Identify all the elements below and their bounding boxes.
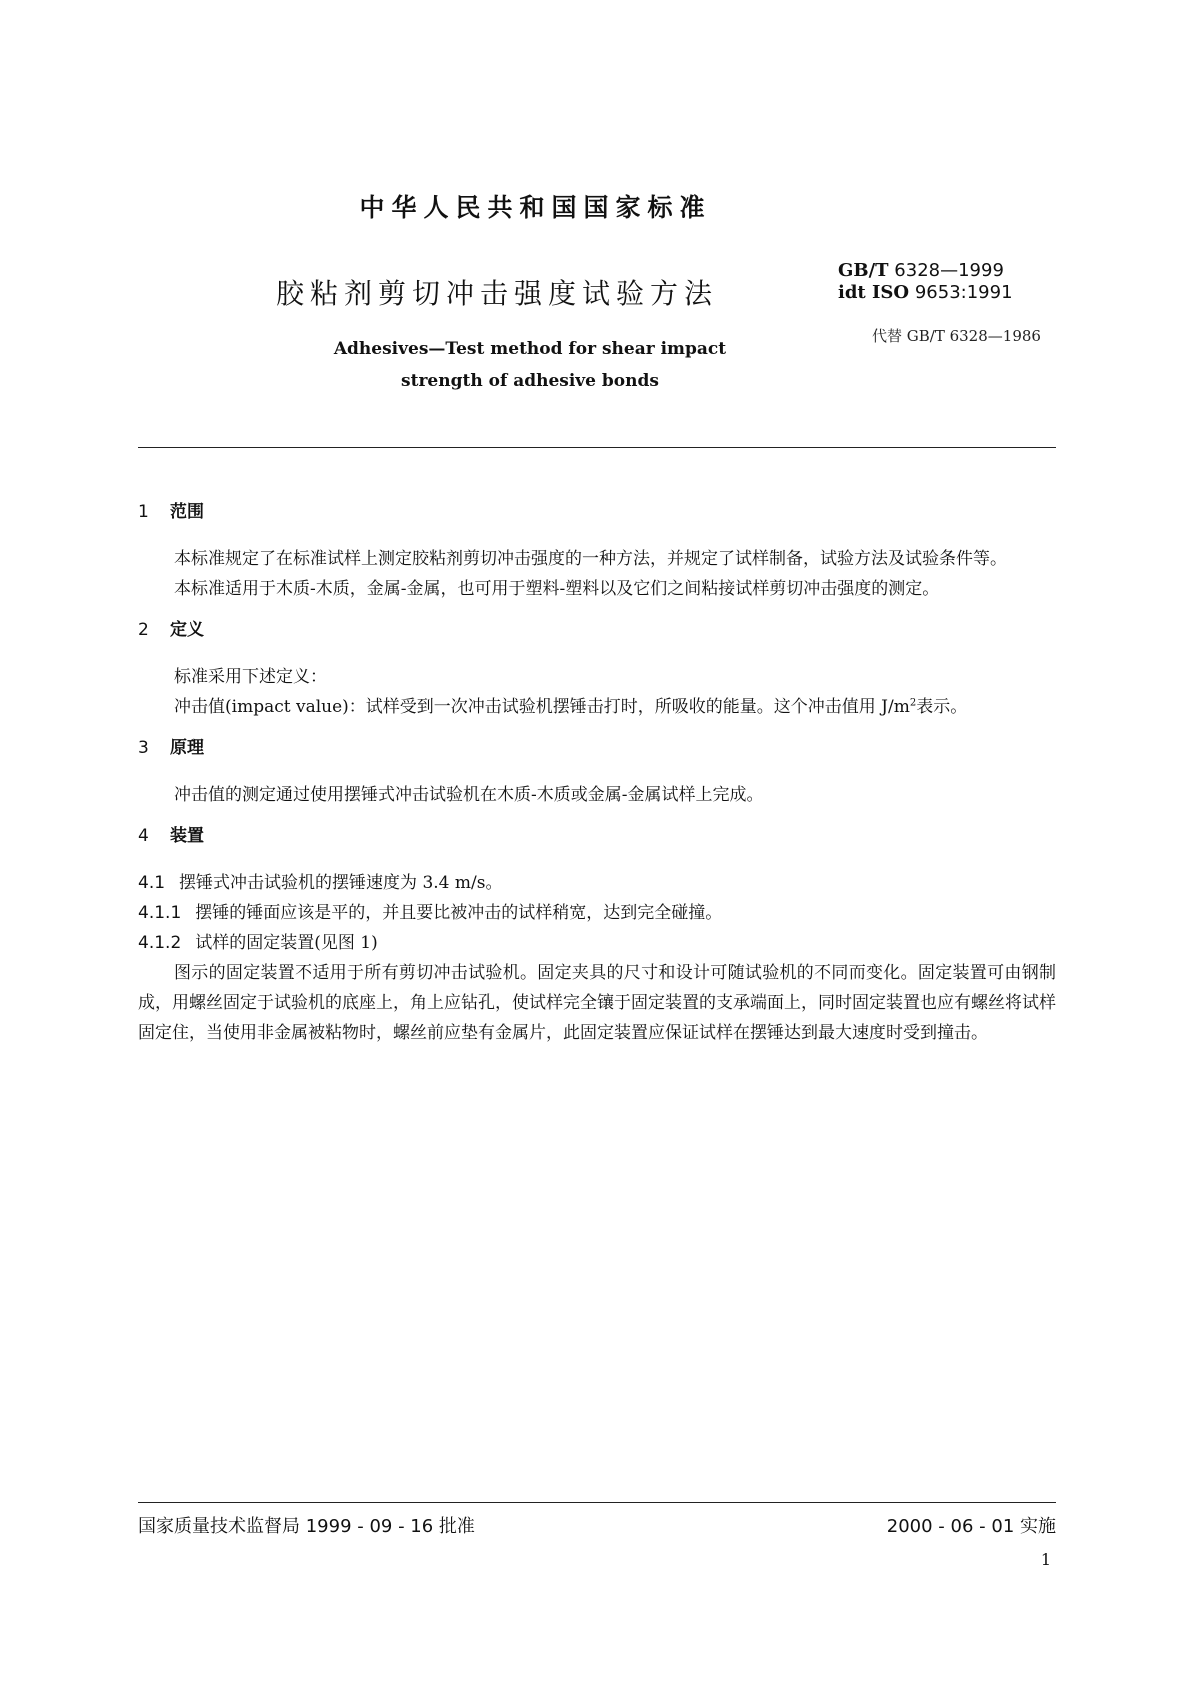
scope-paragraph-1: 本标准规定了在标准试样上测定胶粘剂剪切冲击强度的一种方法，并规定了试样制备，试验方法及试验条件等。 <box>174 549 1007 569</box>
section-number: 3 <box>138 738 149 758</box>
definition-paragraph-2 <box>138 692 1056 722</box>
section-heading-apparatus <box>138 824 1056 848</box>
section-heading-scope <box>138 500 1056 524</box>
superscript-2: 2 <box>909 697 917 709</box>
standard-code <box>838 260 1013 282</box>
national-standard-heading <box>0 188 1191 224</box>
clause-4-1 <box>138 868 1056 898</box>
title-en-line-2: strength of adhesive bonds <box>401 371 659 391</box>
section-number: 2 <box>138 620 149 640</box>
idt-code <box>838 282 1013 304</box>
document-body <box>138 500 1056 1048</box>
clause-number: 4.1.1 <box>138 903 182 923</box>
clause-number: 4.1.2 <box>138 933 182 953</box>
definition-paragraph-1: 标准采用下述定义： <box>174 667 327 687</box>
principle-paragraph: 冲击值的测定通过使用摆锤式冲击试验机在木质-木质或金属-金属试样上完成。 <box>174 785 764 805</box>
section-heading-definition <box>138 618 1056 642</box>
national-standard-text: 中华人民共和国国家标准 <box>359 193 712 222</box>
section-number: 1 <box>138 502 149 522</box>
page-number: 1 <box>1040 1550 1051 1569</box>
section-title: 定义 <box>170 620 204 640</box>
standard-code-block <box>838 260 1013 304</box>
replaces-note: 代替 GB/T 6328—1986 <box>872 327 1041 345</box>
code-number: 6328—1999 <box>894 260 1004 281</box>
section-number: 4 <box>138 826 149 846</box>
footer-divider <box>138 1502 1056 1503</box>
clause-number: 4.1 <box>138 873 166 893</box>
idt-prefix: idt ISO <box>838 282 910 303</box>
clause-text: 试样的固定装置(见图 1) <box>195 933 378 953</box>
fixture-paragraph: 图示的固定装置不适用于所有剪切冲击试验机。固定夹具的尺寸和设计可随试验机的不同而变化。固定装置可由钢制成，用螺丝固定于试验机的底座上，角上应钻孔，使试样完全镶于固定装置的支承端面上，同时固定装置也应有螺丝将试样固定住，当使用非金属被粘物时，螺丝前应垫有金属片，此固定装置应保证试样在摆锤达到最大速度时受到撞击。 <box>138 963 1056 1043</box>
clause-4-1-1 <box>138 898 1056 928</box>
implementation-date: 2000 - 06 - 01 实施 <box>886 1516 1056 1537</box>
section-title: 原理 <box>170 738 204 758</box>
definition-text: 冲击值(impact value)：试样受到一次冲击试验机摆锤击打时，所吸收的能量。这个冲击值用 J/m <box>174 697 910 717</box>
section-title: 装置 <box>170 826 204 846</box>
approval-note: 国家质量技术监督局 1999 - 09 - 16 批准 <box>138 1516 475 1537</box>
title-en-line-1: Adhesives—Test method for shear impact <box>333 339 727 359</box>
section-title: 范围 <box>170 502 204 522</box>
clause-4-1-2 <box>138 928 1056 958</box>
document-title-en <box>0 333 960 397</box>
header-divider <box>138 447 1056 448</box>
code-prefix: GB/T <box>838 260 889 281</box>
idt-number: 9653:1991 <box>914 282 1013 303</box>
document-title-cn: 胶粘剂剪切冲击强度试验方法 <box>276 277 719 310</box>
definition-text-end: 表示。 <box>916 697 968 717</box>
scope-paragraph-2: 本标准适用于木质-木质，金属-金属，也可用于塑料-塑料以及它们之间粘接试样剪切冲击强度的测定。 <box>174 579 940 599</box>
clause-text: 摆锤的锤面应该是平的，并且要比被冲击的试样稍宽，达到完全碰撞。 <box>195 903 723 923</box>
section-heading-principle <box>138 736 1056 760</box>
clause-text: 摆锤式冲击试验机的摆锤速度为 3.4 m/s。 <box>179 873 503 893</box>
